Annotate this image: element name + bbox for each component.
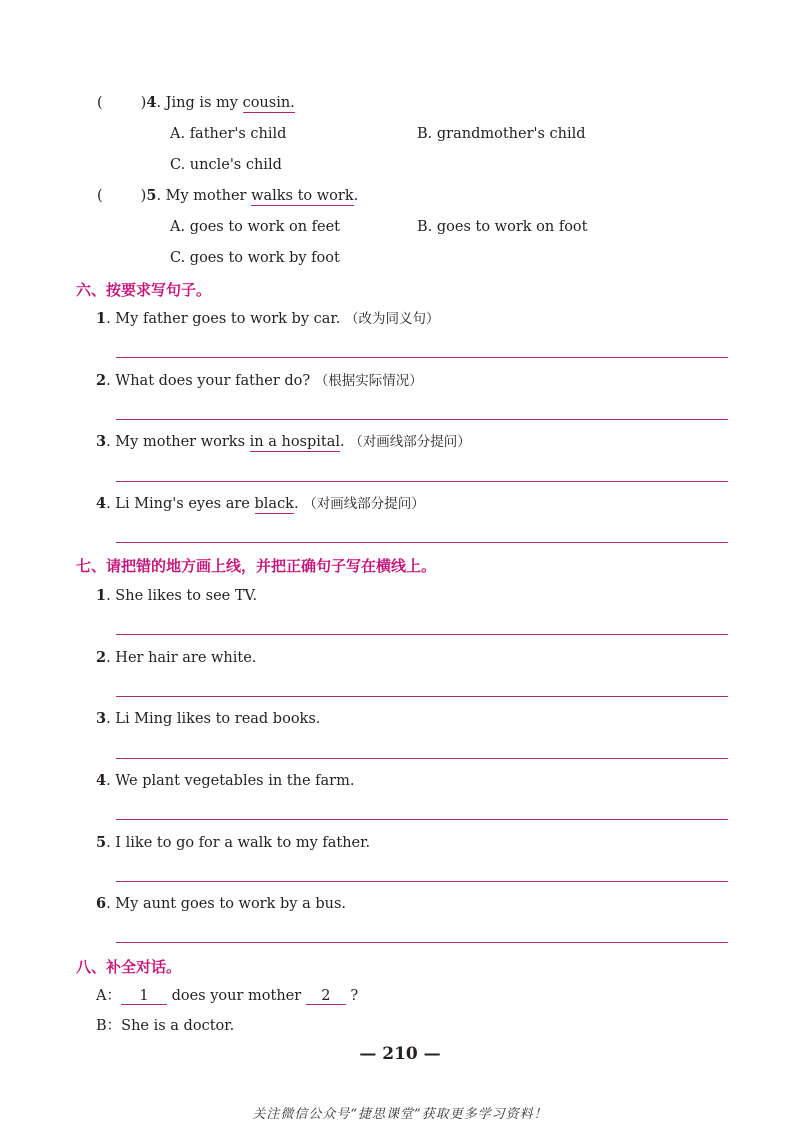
option-c[interactable]: C. goes to work by foot xyxy=(170,250,340,266)
underlined-phrase: walks to work xyxy=(251,188,354,204)
question-number: 5 xyxy=(146,187,157,204)
answer-paren-open: ( xyxy=(97,95,103,111)
answer-line[interactable] xyxy=(116,419,728,420)
answer-line[interactable] xyxy=(116,819,728,820)
dialogue-text: does your mother xyxy=(166,988,306,1004)
dialogue-end: ? xyxy=(345,988,359,1004)
dialogue-text: She is a doctor. xyxy=(121,1018,235,1034)
item-text: . She likes to see TV. xyxy=(106,588,258,604)
answer-paren-open: ( xyxy=(97,188,103,204)
s6-item-2 xyxy=(96,372,423,390)
item-instruction: （对画线部分提问） xyxy=(349,434,471,450)
item-number: 2 xyxy=(96,372,107,389)
dialogue-blank-2[interactable]: 2 xyxy=(306,988,346,1005)
answer-line[interactable] xyxy=(116,696,728,697)
s7-item-6 xyxy=(96,895,346,913)
question-number: 4 xyxy=(146,94,157,111)
item-number: 3 xyxy=(96,710,107,727)
s7-item-5 xyxy=(96,834,370,852)
item-number: 3 xyxy=(96,433,107,450)
item-text: . We plant vegetables in the farm. xyxy=(106,773,355,789)
item-text: . Her hair are white. xyxy=(106,650,257,666)
underlined-phrase: cousin. xyxy=(242,95,295,111)
item-number: 6 xyxy=(96,895,107,912)
answer-paren-close: ) xyxy=(140,188,147,204)
answer-line[interactable] xyxy=(116,758,728,759)
answer-line[interactable] xyxy=(116,881,728,882)
question-5 xyxy=(97,187,358,205)
option-b[interactable]: B. grandmother's child xyxy=(417,126,586,142)
s6-item-3 xyxy=(96,433,471,451)
answer-line[interactable] xyxy=(116,942,728,943)
item-text-end: . xyxy=(293,496,304,512)
item-number: 1 xyxy=(96,587,107,604)
section-6-title: 六、按要求写句子。 xyxy=(76,281,212,299)
s7-item-1 xyxy=(96,587,257,605)
underlined-phrase: in a hospital xyxy=(249,434,341,450)
page-number: — 210 — xyxy=(359,1044,441,1064)
item-text: . My father goes to work by car. xyxy=(106,311,345,327)
dialogue-blank-1[interactable]: 1 xyxy=(121,988,167,1005)
item-text: . I like to go for a walk to my father. xyxy=(106,835,371,851)
s7-item-4 xyxy=(96,772,354,790)
item-instruction: （对画线部分提问） xyxy=(303,496,425,512)
underlined-phrase: black xyxy=(254,496,294,512)
speaker-a: A： xyxy=(96,988,121,1004)
section-8-title: 八、补全对话。 xyxy=(76,958,182,976)
option-b[interactable]: B. goes to work on foot xyxy=(417,219,588,235)
option-a[interactable]: A. father's child xyxy=(170,126,287,142)
item-instruction: （改为同义句） xyxy=(344,311,440,327)
dialogue-line-b xyxy=(96,1017,234,1035)
answer-line[interactable] xyxy=(116,634,728,635)
question-stem: . Jing is my xyxy=(156,95,243,111)
answer-line[interactable] xyxy=(116,542,728,543)
footer-watermark: 关注微信公众号“捷思课堂”获取更多学习资料！ xyxy=(252,1107,548,1122)
option-c[interactable]: C. uncle's child xyxy=(170,157,282,173)
item-number: 2 xyxy=(96,649,107,666)
item-text: . Li Ming's eyes are xyxy=(106,496,255,512)
answer-line[interactable] xyxy=(116,357,728,358)
item-number: 5 xyxy=(96,834,107,851)
item-text: . What does your father do? xyxy=(106,373,315,389)
item-text: . Li Ming likes to read books. xyxy=(106,711,321,727)
s7-item-3 xyxy=(96,710,320,728)
item-text: . My mother works xyxy=(106,434,250,450)
speaker-b: B： xyxy=(96,1018,122,1034)
s6-item-1 xyxy=(96,310,439,328)
section-7-title: 七、请把错的地方画上线，并把正确句子写在横线上。 xyxy=(76,557,437,575)
dialogue-line-a xyxy=(96,987,358,1005)
item-text-end: . xyxy=(340,434,350,450)
item-text: . My aunt goes to work by a bus. xyxy=(106,896,347,912)
item-number: 4 xyxy=(96,772,107,789)
answer-line[interactable] xyxy=(116,481,728,482)
item-number: 4 xyxy=(96,495,107,512)
s7-item-2 xyxy=(96,649,256,667)
question-stem: . My mother xyxy=(156,188,252,204)
question-stem-end: . xyxy=(353,188,359,204)
s6-item-4 xyxy=(96,495,425,513)
answer-paren-close: ) xyxy=(140,95,147,111)
item-number: 1 xyxy=(96,310,107,327)
option-a[interactable]: A. goes to work on feet xyxy=(170,219,340,235)
question-4 xyxy=(97,94,295,112)
item-instruction: （根据实际情况） xyxy=(314,373,423,389)
